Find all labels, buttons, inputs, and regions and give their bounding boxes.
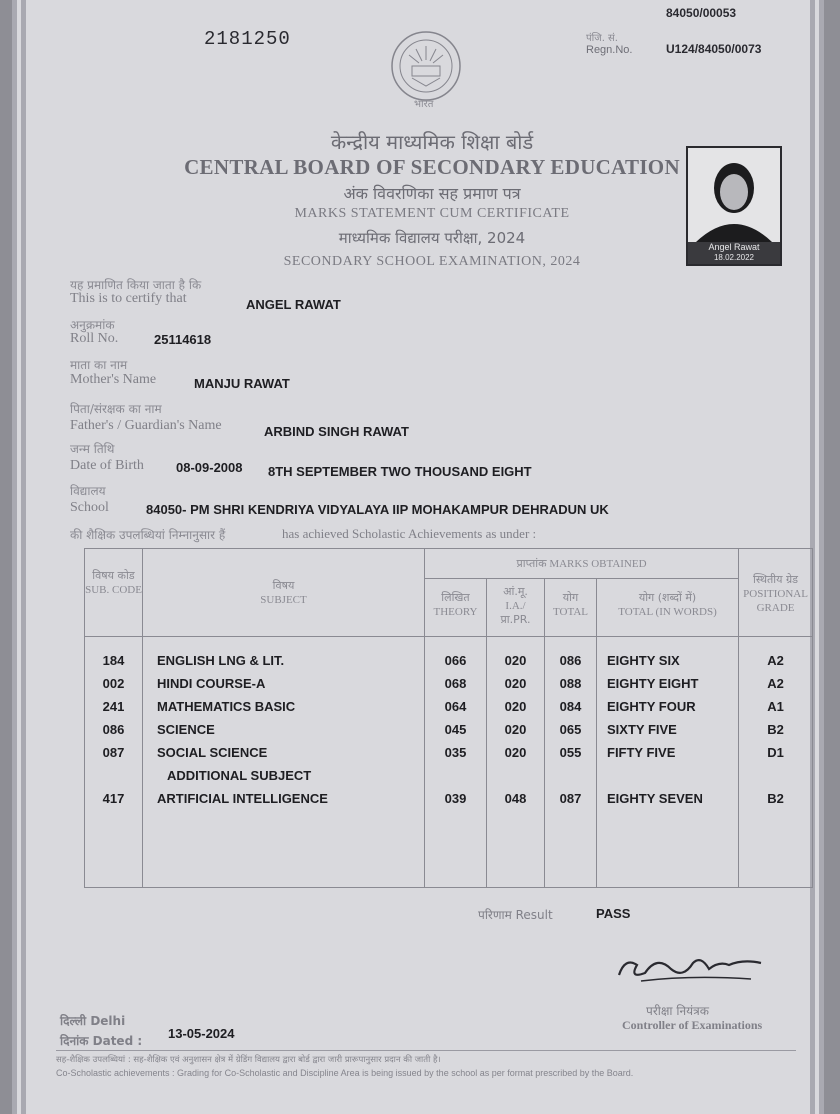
column-subjects	[143, 637, 425, 888]
header-total	[545, 579, 597, 637]
header-sub-code-hi: विषय कोड	[92, 569, 135, 582]
words-cell: SIXTY FIVE	[607, 722, 677, 737]
spacer	[739, 764, 812, 787]
date-of-birth-words: 8TH SEPTEMBER TWO THOUSAND EIGHT	[268, 464, 532, 479]
header-marks-hi: प्राप्तांक	[516, 556, 547, 570]
words-cell: EIGHTY EIGHT	[607, 676, 699, 691]
header-marks-obtained	[425, 549, 739, 579]
total-cell: 088	[559, 676, 582, 691]
theory-cell: 066	[444, 653, 467, 668]
roll-label-hi: अनुक्रमांक	[70, 318, 115, 332]
words-cell: EIGHTY FOUR	[607, 699, 696, 714]
school-name: 84050- PM SHRI KENDRIYA VIDYALAYA IIP MOHAKAMPUR DEHRADUN UK	[146, 502, 609, 517]
total-cell: 084	[559, 699, 582, 714]
subject-cell: ENGLISH LNG & LIT.	[157, 653, 285, 668]
board-name-hindi: केन्द्रीय माध्यमिक शिक्षा बोर्ड	[330, 130, 534, 154]
achievements-label-hi: की शैक्षिक उपलब्धियां निम्नानुसार हैं	[70, 528, 226, 542]
controller-signature-icon	[611, 935, 771, 991]
header-total-en: TOTAL	[553, 606, 588, 618]
marks-table	[84, 548, 813, 888]
header-theory-hi: लिखित	[441, 591, 470, 604]
exam-name-hindi: माध्यमिक विद्यालय परीक्षा, 2024	[338, 229, 526, 247]
words-cell: EIGHTY SEVEN	[607, 791, 703, 806]
header-sub-code-en: SUB. CODE	[85, 584, 142, 596]
total-cell: 065	[559, 722, 582, 737]
code-cell: 184	[102, 653, 125, 668]
grade-cell: A1	[767, 699, 784, 714]
header-ia-en: I.A./	[505, 600, 526, 612]
roll-label-en: Roll No.	[70, 331, 119, 346]
school-label-hi: विद्यालय	[70, 484, 106, 498]
total-cell: 055	[559, 745, 582, 760]
footer-divider	[56, 1050, 796, 1051]
marks-certificate-sheet	[12, 0, 824, 1114]
header-theory	[425, 579, 487, 637]
column-total	[545, 637, 597, 888]
subject-cell: MATHEMATICS BASIC	[157, 699, 296, 714]
theory-cell: 045	[444, 722, 467, 737]
board-name-english: CENTRAL BOARD OF SECONDARY EDUCATION	[184, 155, 680, 179]
theory-cell: 068	[444, 676, 467, 691]
header-grade-en: POSITIONAL GRADE	[743, 588, 808, 614]
place-label: दिल्ली Delhi	[60, 1014, 126, 1028]
ia-cell: 020	[504, 653, 527, 668]
emblem-caption: भारत	[414, 99, 434, 110]
column-ia	[487, 637, 545, 888]
code-cell: 086	[102, 722, 125, 737]
code-cell: 417	[102, 791, 125, 806]
total-cell: 086	[559, 653, 582, 668]
header-grade-hi: स्थितीय ग्रेड	[753, 573, 799, 586]
student-name: ANGEL RAWAT	[246, 297, 341, 312]
ia-cell: 020	[504, 676, 527, 691]
ia-cell: 020	[504, 699, 527, 714]
spacer	[425, 764, 486, 787]
header-ia-pr: प्रा.PR.	[500, 613, 531, 626]
header-words-en: TOTAL (IN WORDS)	[618, 606, 717, 618]
school-label-en: School	[70, 500, 109, 515]
column-total-words	[597, 637, 739, 888]
ia-cell: 020	[504, 745, 527, 760]
regn-label-hi: पंजि. सं.	[586, 33, 618, 44]
grade-cell: A2	[767, 676, 784, 691]
certify-label-en: This is to certify that	[70, 291, 187, 306]
subject-cell: ARTIFICIAL INTELLIGENCE	[157, 791, 328, 806]
theory-cell: 035	[444, 745, 467, 760]
father-name: ARBIND SINGH RAWAT	[264, 424, 409, 439]
certify-label-hi: यह प्रमाणित किया जाता है कि	[70, 278, 202, 292]
serial-number: 2181250	[204, 28, 291, 50]
father-label-hi: पिता/संरक्षक का नाम	[70, 402, 162, 416]
student-portrait-icon	[688, 148, 780, 242]
top-reference: 84050/00053	[666, 6, 737, 20]
photo-caption-date: 18.02.2022	[713, 253, 755, 262]
words-cell: FIFTY FIVE	[607, 745, 676, 760]
header-marks-en: MARKS OBTAINED	[549, 557, 647, 570]
footer-note-hindi: सह-शैक्षिक उपलब्धियां : सह-शैक्षिक एवं अनुशासन क्षेत्र में ग्रेडिंग विद्यालय द्वारा बोर्ड द्वारा जारी प्रारूपानुसार प्रदान की जाती है।	[56, 1055, 441, 1065]
grade-cell: B2	[767, 791, 784, 806]
dob-label-en: Date of Birth	[70, 458, 144, 473]
father-label-en: Father's / Guardian's Name	[70, 418, 222, 433]
achievements-label-en: has achieved Scholastic Achievements as under :	[282, 526, 537, 541]
date-label: दिनांक Dated :	[60, 1034, 143, 1048]
document-title-hindi: अंक विवरणिका सह प्रमाण पत्र	[343, 184, 521, 203]
column-grade	[739, 637, 813, 888]
theory-cell: 064	[444, 699, 467, 714]
words-cell: EIGHTY SIX	[607, 653, 680, 668]
regn-label-en: Regn.No.	[586, 44, 633, 56]
exam-name-english: SECONDARY SCHOOL EXAMINATION, 2024	[283, 254, 581, 269]
header-ia-hi: आं.मू.	[503, 585, 528, 598]
total-cell: 087	[559, 791, 582, 806]
header-ia	[487, 579, 545, 637]
header-subject	[143, 549, 425, 637]
subject-cell: HINDI COURSE-A	[157, 676, 266, 691]
code-cell: 002	[102, 676, 125, 691]
ia-cell: 020	[504, 722, 527, 737]
roll-number: 25114618	[154, 332, 212, 347]
grade-cell: D1	[767, 745, 784, 760]
grade-cell: A2	[767, 653, 784, 668]
photo-caption-name: Angel Rawat	[708, 242, 760, 252]
additional-subject-label: ADDITIONAL SUBJECT	[167, 768, 312, 783]
column-codes	[85, 637, 143, 888]
header-words-hi: योग (शब्दों में)	[638, 591, 697, 604]
header-total-words	[597, 579, 739, 637]
spacer	[487, 764, 544, 787]
header-subject-en: SUBJECT	[260, 594, 307, 606]
result-label: परिणाम Result	[478, 908, 553, 922]
ia-cell: 048	[504, 791, 527, 806]
header-sub-code	[85, 549, 143, 637]
header-theory-en: THEORY	[433, 606, 478, 618]
spacer	[607, 764, 738, 787]
spacer	[85, 764, 142, 787]
theory-cell: 039	[444, 791, 467, 806]
code-cell: 087	[102, 745, 125, 760]
subject-cell: SCIENCE	[157, 722, 215, 737]
mother-label-hi: माता का नाम	[70, 358, 128, 372]
regn-number: U124/84050/0073	[666, 42, 762, 56]
controller-title-en: Controller of Examinations	[622, 1018, 763, 1032]
mother-name: MANJU RAWAT	[194, 376, 290, 391]
result-value: PASS	[596, 906, 631, 921]
header-subject-hi: विषय	[272, 579, 295, 592]
header-total-hi: योग	[562, 591, 579, 604]
header-grade	[739, 549, 813, 637]
controller-title-hi: परीक्षा नियंत्रक	[646, 1004, 709, 1018]
spacer	[545, 764, 596, 787]
subject-cell: SOCIAL SCIENCE	[157, 745, 268, 760]
footer-note-english: Co-Scholastic achievements : Grading for Co-Scholastic and Discipline Area is being issued by the school as per format prescribed by the Board.	[56, 1068, 634, 1078]
dob-label-hi: जन्म तिथि	[70, 442, 115, 456]
mother-label-en: Mother's Name	[70, 372, 157, 387]
issue-date: 13-05-2024	[168, 1026, 235, 1041]
column-theory	[425, 637, 487, 888]
document-title-english: MARKS STATEMENT CUM CERTIFICATE	[294, 206, 570, 221]
grade-cell: B2	[767, 722, 784, 737]
date-of-birth: 08-09-2008	[176, 460, 243, 475]
code-cell: 241	[102, 699, 125, 714]
student-photo	[686, 146, 782, 266]
